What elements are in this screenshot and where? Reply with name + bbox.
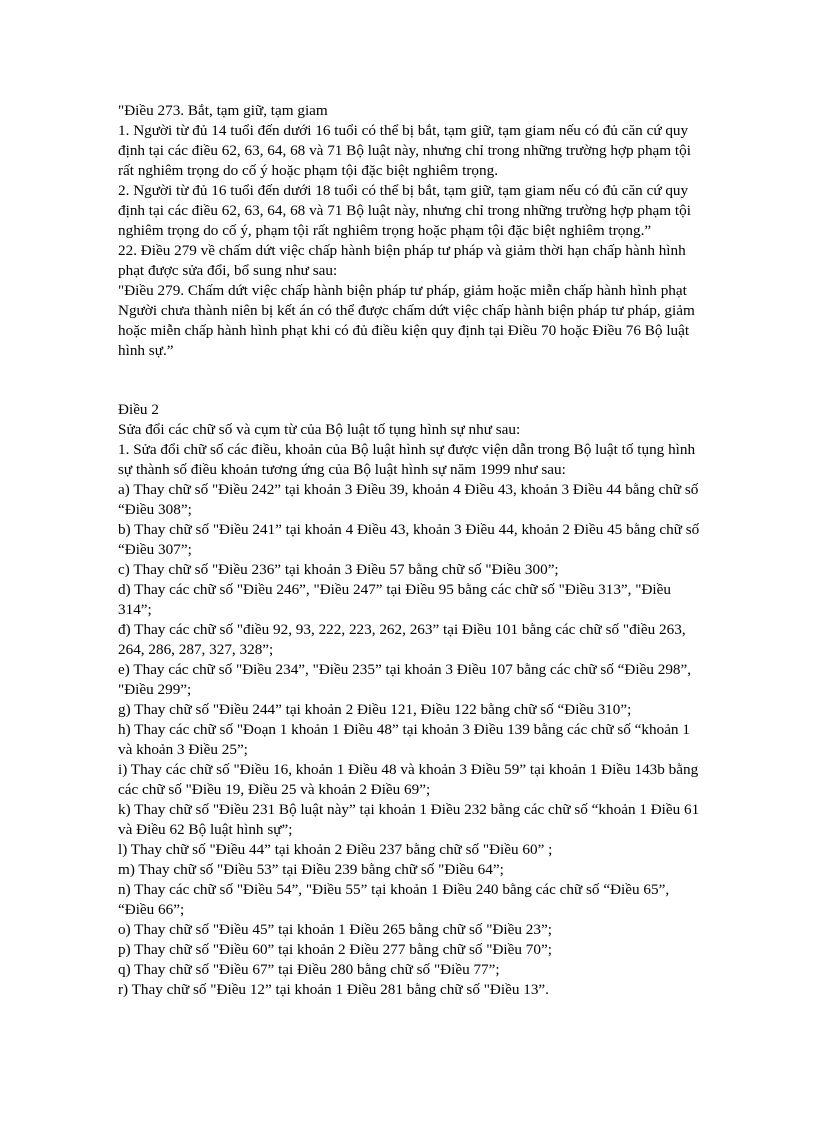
heading-dieu-273: "Điều 273. Bắt, tạm giữ, tạm giam — [118, 102, 328, 119]
list-item-g: g) Thay chữ số "Điều 244” tại khoản 2 Điều 121, Điều 122 bằng chữ số “Điều 310”; — [118, 701, 632, 718]
document-body — [118, 101, 708, 1000]
section-dieu-2 — [118, 400, 708, 1000]
list-item-k: k) Thay chữ số "Điều 231 Bộ luật này” tại khoản 1 Điều 232 bằng các chữ số “khoản 1 Điều 61 và Điều 62 Bộ luật hình sự”; — [118, 801, 700, 838]
paragraph-item-22: 22. Điều 279 về chấm dứt việc chấp hành biện pháp tư pháp và giảm thời hạn chấp hành hình phạt được sửa đổi, bổ sung như sau: — [118, 242, 686, 279]
heading-dieu-2: Điều 2 — [118, 401, 159, 418]
list-item-a: a) Thay chữ số "Điều 242” tại khoản 3 Điều 39, khoản 4 Điều 43, khoản 3 Điều 44 bằng chữ số “Điều 308”; — [118, 481, 699, 518]
list-item-l: l) Thay chữ số "Điều 44” tại khoản 2 Điều 237 bằng chữ số "Điều 60” ; — [118, 841, 553, 858]
heading-dieu-279: "Điều 279. Chấm dứt việc chấp hành biện pháp tư pháp, giảm hoặc miễn chấp hành hình phạt — [118, 282, 687, 299]
list-item-dd: đ) Thay các chữ số "điều 92, 93, 222, 223, 262, 263” tại Điều 101 bằng các chữ số "điều 263, 264, 286, 287, 327, 328”; — [118, 621, 686, 658]
list-item-o: o) Thay chữ số "Điều 45” tại khoản 1 Điều 265 bằng chữ số "Điều 23”; — [118, 921, 552, 938]
list-item-b: b) Thay chữ số "Điều 241” tại khoản 4 Điều 43, khoản 3 Điều 44, khoản 2 Điều 45 bằng chữ số “Điều 307”; — [118, 521, 700, 558]
list-item-e: e) Thay các chữ số "Điều 234”, "Điều 235” tại khoản 3 Điều 107 bằng các chữ số “Điều 298”, "Điều 299”; — [118, 661, 692, 698]
list-item-i: i) Thay các chữ số "Điều 16, khoản 1 Điều 48 và khoản 3 Điều 59” tại khoản 1 Điều 143b bằng các chữ số "Điều 19, Điều 25 và khoản 2 Điều 69”; — [118, 761, 699, 798]
section-dieu-273-279 — [118, 101, 708, 361]
section-spacer — [118, 361, 708, 400]
list-item-q: q) Thay chữ số "Điều 67” tại Điều 280 bằng chữ số "Điều 77”; — [118, 961, 500, 978]
list-item-c: c) Thay chữ số "Điều 236” tại khoản 3 Điều 57 bằng chữ số "Điều 300”; — [118, 561, 559, 578]
paragraph-intro: Sửa đổi các chữ số và cụm từ của Bộ luật tố tụng hình sự như sau: — [118, 421, 521, 438]
list-item-r: r) Thay chữ số "Điều 12” tại khoản 1 Điều 281 bằng chữ số "Điều 13”. — [118, 981, 549, 998]
list-item-n: n) Thay các chữ số "Điều 54”, "Điều 55” tại khoản 1 Điều 240 bằng các chữ số “Điều 65”, “Điều 66”; — [118, 881, 670, 918]
paragraph-clause-1: 1. Sửa đổi chữ số các điều, khoản của Bộ luật hình sự được viện dẫn trong Bộ luật tố tụng hình sự thành số điều khoản tương ứng của Bộ luật hình sự năm 1999 như sau: — [118, 441, 696, 478]
list-item-m: m) Thay chữ số "Điều 53” tại Điều 239 bằng chữ số "Điều 64”; — [118, 861, 504, 878]
list-item-d: d) Thay các chữ số "Điều 246”, "Điều 247” tại Điều 95 bằng các chữ số "Điều 313”, "Điều 314”; — [118, 581, 671, 618]
paragraph-273-clause-2: 2. Người từ đủ 16 tuổi đến dưới 18 tuổi có thể bị bắt, tạm giữ, tạm giam nếu có đủ căn cứ quy định tại các điều 62, 63, 64, 68 và 71 Bộ luật này, nhưng chỉ trong những trường hợp phạm tội nghiêm trọng do cố ý, phạm tội rất nghiêm trọng hoặc phạm tội đặc biệt nghiêm trọng.” — [118, 182, 691, 239]
paragraph-273-clause-1: 1. Người từ đủ 14 tuổi đến dưới 16 tuổi có thể bị bắt, tạm giữ, tạm giam nếu có đủ căn cứ quy định tại các điều 62, 63, 64, 68 và 71 Bộ luật này, nhưng chỉ trong những trường hợp phạm tội rất nghiêm trọng do cố ý hoặc phạm tội đặc biệt nghiêm trọng. — [118, 122, 691, 179]
list-item-p: p) Thay chữ số "Điều 60” tại khoản 2 Điều 277 bằng chữ số "Điều 70”; — [118, 941, 552, 958]
list-item-h: h) Thay các chữ số "Đoạn 1 khoản 1 Điều 48” tại khoản 3 Điều 139 bằng các chữ số “khoản 1 và khoản 3 Điều 25”; — [118, 721, 690, 758]
paragraph-279-body: Người chưa thành niên bị kết án có thể được chấm dứt việc chấp hành biện pháp tư pháp, giảm hoặc miễn chấp hành hình phạt khi có đủ điều kiện quy định tại Điều 70 hoặc Điều 76 Bộ luật hình sự.” — [118, 302, 695, 359]
